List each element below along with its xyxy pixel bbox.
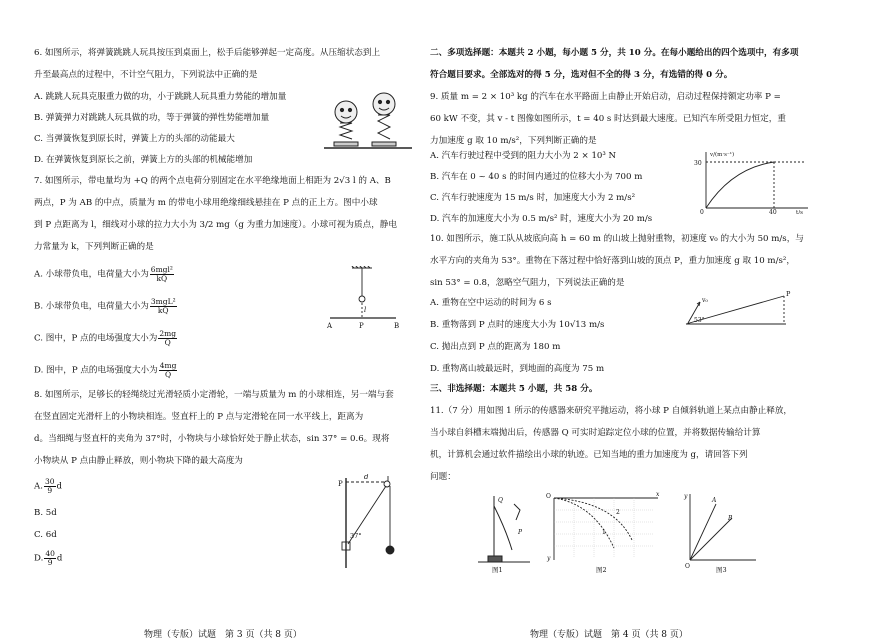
slope-projectile-figure bbox=[680, 290, 800, 330]
label-p: P bbox=[359, 322, 364, 330]
page-3-footer: 物理（专版）试题 第 3 页（共 8 页） bbox=[144, 630, 302, 640]
q7-option-c-fraction bbox=[158, 330, 177, 346]
q7-option-b bbox=[34, 298, 178, 314]
q10-option-d: D. 重物离山坡最远时，到地面的高度为 75 m bbox=[430, 364, 605, 374]
q8-option-d-suffix: d bbox=[56, 553, 63, 564]
q7-stem-line-3: 到 P 点距离为 l，细线对小球的拉力大小为 3/2 mg（g 为重力加速度）。小球可视为质点，静电 bbox=[34, 220, 397, 230]
fraction-numerator: 6mgl² bbox=[150, 265, 173, 274]
fraction-denominator: Q bbox=[164, 369, 172, 379]
q7-option-d-text: D. 图中，P 点的电场强度大小为 bbox=[34, 365, 158, 376]
q9-option-b: B. 汽车在 0 ~ 40 s 的时间内通过的位移大小为 700 m bbox=[430, 172, 643, 182]
trajectory-grid-figure bbox=[544, 490, 664, 574]
curve-1-label: 1 bbox=[602, 529, 606, 536]
q8-option-c: C. 6d bbox=[34, 530, 57, 540]
sensor-apparatus-figure bbox=[474, 490, 534, 574]
fraction-denominator: kQ bbox=[156, 273, 168, 283]
q8-option-b: B. 5d bbox=[34, 508, 57, 518]
label-l: l bbox=[364, 306, 367, 314]
charged-ball-figure bbox=[324, 266, 404, 336]
q6-stem-line-2: 升至最高点的过程中，不计空气阻力，下列说法中正确的是 bbox=[34, 70, 258, 80]
q11-stem-line-3: 机，计算机会通过软件描绘出小球的轨迹。已知当地的重力加速度为 g，请回答下列 bbox=[430, 450, 748, 460]
ylabel: v/(m·s⁻¹) bbox=[710, 152, 735, 158]
section-3-heading: 三、非选择题：本题共 5 小题，共 58 分。 bbox=[430, 384, 598, 394]
fraction-denominator: 9 bbox=[47, 557, 53, 567]
label-o: O bbox=[546, 493, 551, 500]
q8-stem-line-3: d。当细绳与竖直杆的夹角为 37°时，小物块与小球恰好处于静止状态，sin 37° = 0.6。现将 bbox=[34, 434, 390, 444]
q9-option-d: D. 汽车的加速度大小为 0.5 m/s² 时，速度大小为 20 m/s bbox=[430, 214, 653, 224]
label-d: d bbox=[364, 474, 369, 481]
q6-stem-line-1: 6. 如图所示，将弹簧跳跳人玩具按压到桌面上，松手后能够弹起一定高度。从压缩状态到上 bbox=[34, 48, 381, 58]
fig2-caption: 图2 bbox=[596, 566, 607, 574]
fig1-caption: 图1 bbox=[492, 566, 503, 574]
q11-stem-line-2: 当小球自斜槽末端抛出后，传感器 Q 可实时追踪定位小球的位置，并将数据传输给计算 bbox=[430, 428, 761, 438]
fraction-numerator: 2mg bbox=[159, 329, 177, 338]
linear-graph-figure bbox=[682, 490, 762, 574]
q7-option-c-text: C. 图中，P 点的电场强度大小为 bbox=[34, 333, 158, 344]
label-y: y bbox=[684, 493, 688, 500]
label-b: B bbox=[728, 515, 733, 522]
q6-option-b: B. 弹簧弹力对跳跳人玩具做的功，等于弹簧的弹性势能增加量 bbox=[34, 113, 270, 123]
q9-option-c: C. 汽车行驶速度为 15 m/s 时，加速度大小为 2 m/s² bbox=[430, 193, 636, 203]
q7-option-a-text: A. 小球带负电，电荷量大小为 bbox=[34, 269, 149, 280]
q8-stem-line-2: 在竖直固定光滑杆上的小物块相连。竖直杆上的 P 点与定滑轮在同一水平线上，距离为 bbox=[34, 412, 364, 422]
xlabel: t/s bbox=[796, 210, 803, 214]
y-tick-30: 30 bbox=[694, 160, 702, 167]
label-o: O bbox=[685, 563, 690, 570]
label-p: P bbox=[518, 529, 523, 536]
q10-stem-line-1: 10. 如图所示，施工队从坡底向高 h = 60 m 的山坡上抛射重物，初速度 v₀ 的大小为 50 m/s，与 bbox=[430, 234, 804, 244]
q8-option-d-label: D. bbox=[34, 553, 44, 564]
fraction-numerator: 3mgL² bbox=[150, 297, 176, 306]
q8-option-d-fraction bbox=[44, 550, 56, 566]
q8-stem-line-1: 8. 如图所示，足够长的轻绳绕过光滑轻质小定滑轮，一端与质量为 m 的小球相连，另一端与套 bbox=[34, 390, 394, 400]
q7-option-c bbox=[34, 330, 178, 346]
label-y: y bbox=[547, 555, 551, 562]
q8-option-a bbox=[34, 478, 62, 494]
q7-option-d bbox=[34, 362, 178, 378]
label-x: x bbox=[656, 491, 660, 498]
velocity-time-graph bbox=[692, 148, 812, 214]
q8-option-a-suffix: d bbox=[56, 481, 63, 492]
q7-option-b-fraction bbox=[150, 298, 177, 314]
q7-stem-line-4: 力常量为 k，下列判断正确的是 bbox=[34, 242, 154, 252]
q9-option-a: A. 汽车行驶过程中受到的阻力大小为 2 × 10³ N bbox=[430, 151, 617, 161]
fraction-numerator: 30 bbox=[44, 477, 55, 486]
q8-stem-line-4: 小物块从 P 点由静止释放，则小物块下降的最大高度为 bbox=[34, 456, 243, 466]
q7-option-a bbox=[34, 266, 175, 282]
page-4-footer: 物理（专版）试题 第 4 页（共 8 页） bbox=[530, 630, 688, 640]
q8-option-d bbox=[34, 550, 62, 566]
section-2-heading-line-1: 二、多项选择题：本题共 2 小题，每小题 5 分，共 10 分。在每小题给出的四个选项中，有多项 bbox=[430, 48, 799, 58]
label-p: P bbox=[338, 480, 343, 488]
q7-option-a-fraction bbox=[150, 266, 174, 282]
label-q: Q bbox=[498, 497, 503, 504]
fraction-denominator: Q bbox=[164, 337, 171, 347]
label-v0: v₀ bbox=[702, 297, 708, 304]
q11-stem-line-1: 11.（7 分）用如图 1 所示的传感器来研究平抛运动，将小球 P 自倾斜轨道上某点由静止释放， bbox=[430, 406, 793, 416]
fraction-denominator: 9 bbox=[47, 485, 53, 495]
fraction-denominator: kQ bbox=[157, 305, 169, 315]
fraction-numerator: 40 bbox=[45, 549, 55, 558]
q10-option-b: B. 重物落到 P 点时的速度大小为 10√13 m/s bbox=[430, 320, 605, 330]
q10-option-a: A. 重物在空中运动的时间为 6 s bbox=[430, 298, 552, 308]
q6-option-d: D. 在弹簧恢复到原长之前，弹簧上方的头部的机械能增加 bbox=[34, 155, 253, 165]
section-2-heading-line-2: 符合题目要求。全部选对的得 5 分，选对但不全的得 3 分，有选错的得 0 分。 bbox=[430, 70, 733, 80]
q7-option-d-fraction bbox=[159, 362, 178, 378]
label-a: A bbox=[712, 497, 717, 504]
origin-label: 0 bbox=[700, 209, 704, 214]
q8-option-a-label: A. bbox=[34, 481, 43, 492]
q9-stem-line-1: 9. 质量 m = 2 × 10³ kg 的汽车在水平路面上由静止开始启动，启动过程保持额定功率 P = bbox=[430, 92, 781, 102]
x-tick-40: 40 bbox=[769, 209, 777, 214]
q8-option-a-fraction bbox=[44, 478, 56, 494]
fraction-numerator: 4mg bbox=[159, 361, 177, 370]
label-b: B bbox=[394, 322, 400, 330]
q10-option-c: C. 抛出点到 P 点的距离为 180 m bbox=[430, 342, 561, 352]
label-a: A bbox=[327, 322, 333, 330]
pulley-figure bbox=[334, 474, 404, 570]
fig3-caption: 图3 bbox=[716, 566, 727, 574]
q9-stem-line-3: 力加速度 g 取 10 m/s²，下列判断正确的是 bbox=[430, 136, 597, 146]
q10-stem-line-3: sin 53° = 0.8，忽略空气阻力，下列说法正确的是 bbox=[430, 278, 625, 288]
spring-toy-figure bbox=[324, 86, 412, 158]
q7-option-b-text: B. 小球带负电，电荷量大小为 bbox=[34, 301, 149, 312]
q7-stem-line-1: 7. 如图所示，带电量均为 +Q 的两个点电荷分别固定在水平绝缘地面上相距为 2√3 l 的 A、B bbox=[34, 176, 391, 186]
q10-stem-line-2: 水平方向的夹角为 53°。重物在下落过程中恰好落到山坡的顶点 P，重力加速度 g 取 10 m/s²， bbox=[430, 256, 795, 266]
q9-stem-line-2: 60 kW 不变，其 v - t 图像如图所示，t = 40 s 时达到最大速度。已知汽车所受阻力恒定，重 bbox=[430, 114, 786, 124]
label-angle: 53° bbox=[694, 317, 705, 324]
curve-2-label: 2 bbox=[616, 509, 620, 516]
q6-option-a: A. 跳跳人玩具克服重力做的功，小于跳跳人玩具重力势能的增加量 bbox=[34, 92, 287, 102]
q7-stem-line-2: 两点，P 为 AB 的中点，质量为 m 的带电小球用绝缘细线悬挂在 P 点的正上方。图中小球 bbox=[34, 198, 378, 208]
q6-option-c: C. 当弹簧恢复到原长时，弹簧上方的头部的动能最大 bbox=[34, 134, 235, 144]
label-p: P bbox=[786, 290, 791, 298]
label-angle: 37° bbox=[350, 532, 362, 540]
q11-stem-line-4: 问题： bbox=[430, 472, 456, 482]
